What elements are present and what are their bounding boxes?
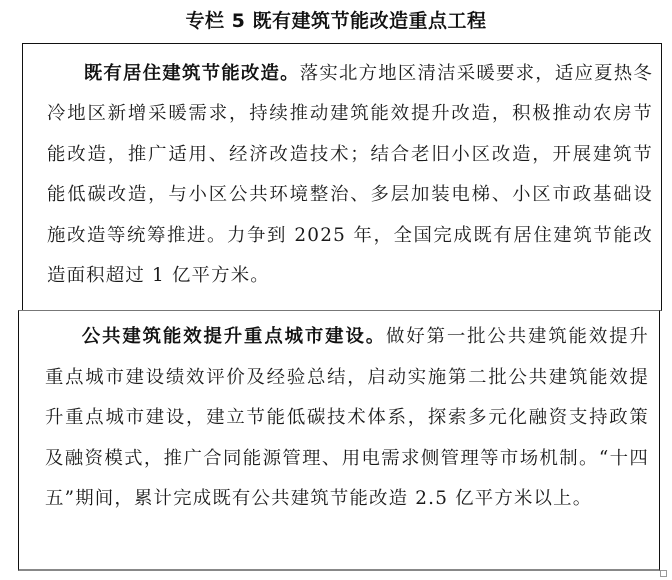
section-box-public-buildings (18, 310, 660, 571)
section-heading: 公共建筑能效提升重点城市建设。 (81, 326, 387, 347)
section-body: 做好第一批公共建筑能效提升重点城市建设绩效评价及经验总结，启动实施第二批公共建筑能效提升重点城市建设，建立节能低碳技术体系，探索多元化融资支持政策及融资模式，推广合同能源管理、用电需求侧管理等市场机制。“十四五”期间，累计完成既有公共建筑节能改造 2.5 亿平方米以上。 (45, 326, 649, 510)
column-title: 专栏 5 既有建筑节能改造重点工程 (185, 10, 487, 32)
section-paragraph (45, 317, 649, 520)
section-box-residential (22, 43, 662, 311)
table-resize-handle-icon (660, 570, 667, 577)
section-paragraph (47, 54, 653, 296)
section-heading: 既有居住建筑节能改造。 (83, 63, 300, 84)
section-body: 落实北方地区清洁采暖要求，适应夏热冬冷地区新增采暖需求，持续推动建筑能效提升改造，积极推动农房节能改造，推广适用、经济改造技术；结合老旧小区改造，开展建筑节能低碳改造，与小区公共环境整治、多层加装电梯、小区市政基础设施改造等统筹推进。力争到 2025 年，全国完成既有居住建筑节能改造面积超过 1 亿平方米。 (47, 63, 653, 287)
